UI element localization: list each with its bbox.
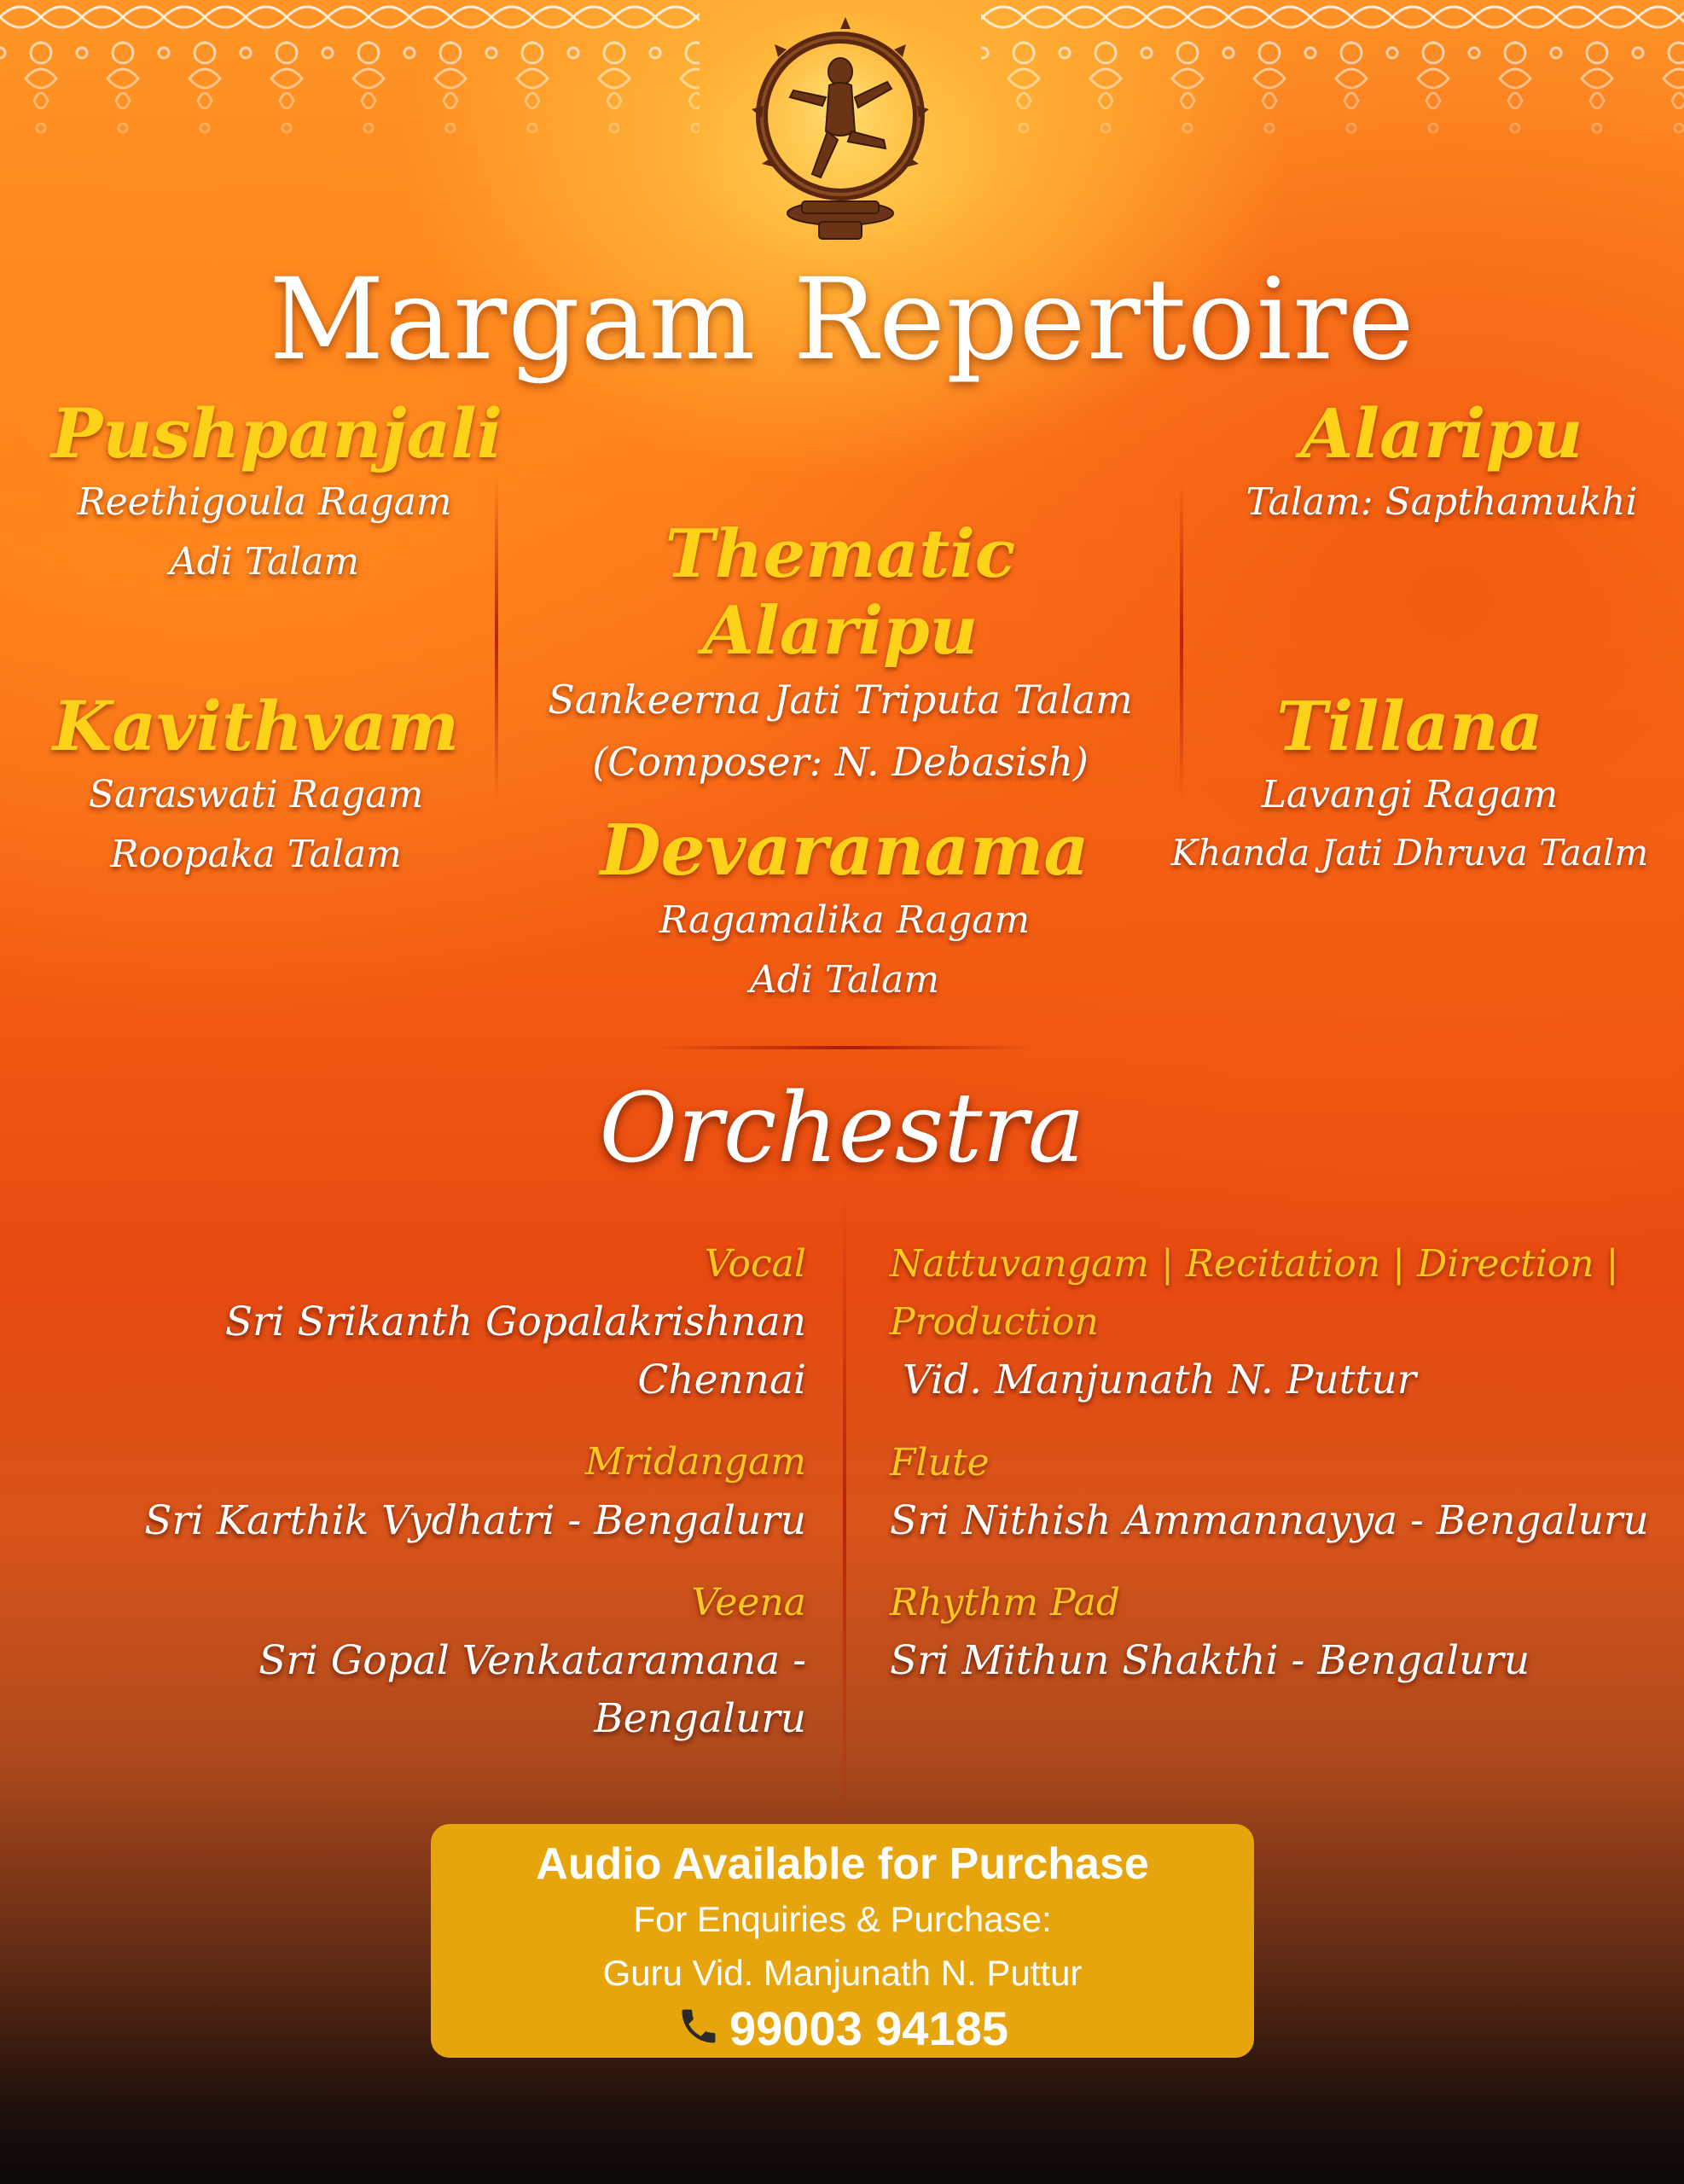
role-label: Nattuvangam | Recitation | Direction | Production (890, 1242, 1619, 1345)
item-kavithvam (43, 687, 469, 884)
item-title: Thematic Alaripu (665, 515, 1016, 670)
item-pushpanjali (51, 393, 503, 591)
divider-horizontal (657, 1046, 1032, 1049)
member-name: Sri Srikanth Gopalakrishnan (224, 1298, 806, 1346)
phone-number: 99003 94185 (729, 2001, 1008, 2056)
orchestra-member (51, 1235, 806, 1409)
cta-enquiries: For Enquiries & Purchase: (633, 1899, 1052, 1940)
page-title: Margam Repertoire (269, 254, 1415, 386)
item-title: Kavithvam (52, 686, 460, 766)
orchestra-member (890, 1434, 1658, 1550)
divider-right (1180, 478, 1183, 802)
role-label: Vocal (704, 1242, 806, 1286)
orchestra-member (51, 1574, 806, 1748)
item-line: Ragamalika Ragam (659, 898, 1031, 943)
orchestra-title: Orchestra (599, 1073, 1085, 1184)
divider-left (495, 478, 498, 802)
item-line: Roopaka Talam (110, 832, 402, 876)
item-title: Pushpanjali (51, 393, 503, 473)
role-label: Mridangam (584, 1440, 806, 1484)
item-line: Saraswati Ragam (88, 773, 424, 816)
item-line: Adi Talam (169, 539, 360, 584)
orchestra-member (51, 1433, 806, 1549)
orchestra-left (51, 1235, 806, 1772)
member-name: Sri Gopal Venkataramana - Bengaluru (258, 1636, 806, 1743)
item-title: Devaranama (600, 810, 1089, 892)
nataraja-icon (734, 12, 947, 247)
member-name: Vid. Manjunath N. Puttur (890, 1356, 1417, 1404)
orchestra-member (890, 1235, 1658, 1410)
divider-orchestra (843, 1190, 846, 1838)
cta-contact-name: Guru Vid. Manjunath N. Puttur (602, 1953, 1083, 1994)
item-line: Talam: Sapthamukhi (1246, 480, 1638, 524)
item-title: Alaripu (1300, 393, 1583, 473)
orchestra-member (890, 1574, 1658, 1690)
member-name: Sri Nithish Ammannayya - Bengaluru (890, 1496, 1649, 1544)
item-devaranama (589, 810, 1100, 1009)
item-line: Sankeerna Jati Triputa Talam (548, 677, 1133, 723)
member-name: Chennai (637, 1356, 806, 1404)
item-line: Khanda Jati Dhruva Taalm (1170, 831, 1649, 874)
role-label: Flute (890, 1440, 990, 1484)
purchase-banner (431, 1824, 1254, 2058)
item-title: Tillana (1276, 686, 1543, 766)
phone-icon (677, 2004, 721, 2048)
member-name: Sri Mithun Shakthi - Bengaluru (890, 1637, 1530, 1685)
item-line: Lavangi Ragam (1261, 773, 1559, 816)
orchestra-right (890, 1235, 1658, 1714)
cta-headline: Audio Available for Purchase (536, 1839, 1149, 1889)
role-label: Veena (691, 1580, 806, 1624)
cta-phone[interactable] (431, 2000, 1254, 2057)
item-line: Reethigoula Ragam (77, 480, 452, 524)
role-label: Rhythm Pad (890, 1580, 1121, 1624)
item-tillana (1160, 687, 1659, 881)
item-line: Adi Talam (749, 957, 940, 1002)
item-alaripu (1228, 394, 1655, 532)
member-name: Sri Karthik Vydhatri - Bengaluru (144, 1496, 806, 1544)
item-thematic-alaripu (520, 516, 1160, 793)
item-line: (Composer: N. Debasish) (592, 739, 1089, 786)
